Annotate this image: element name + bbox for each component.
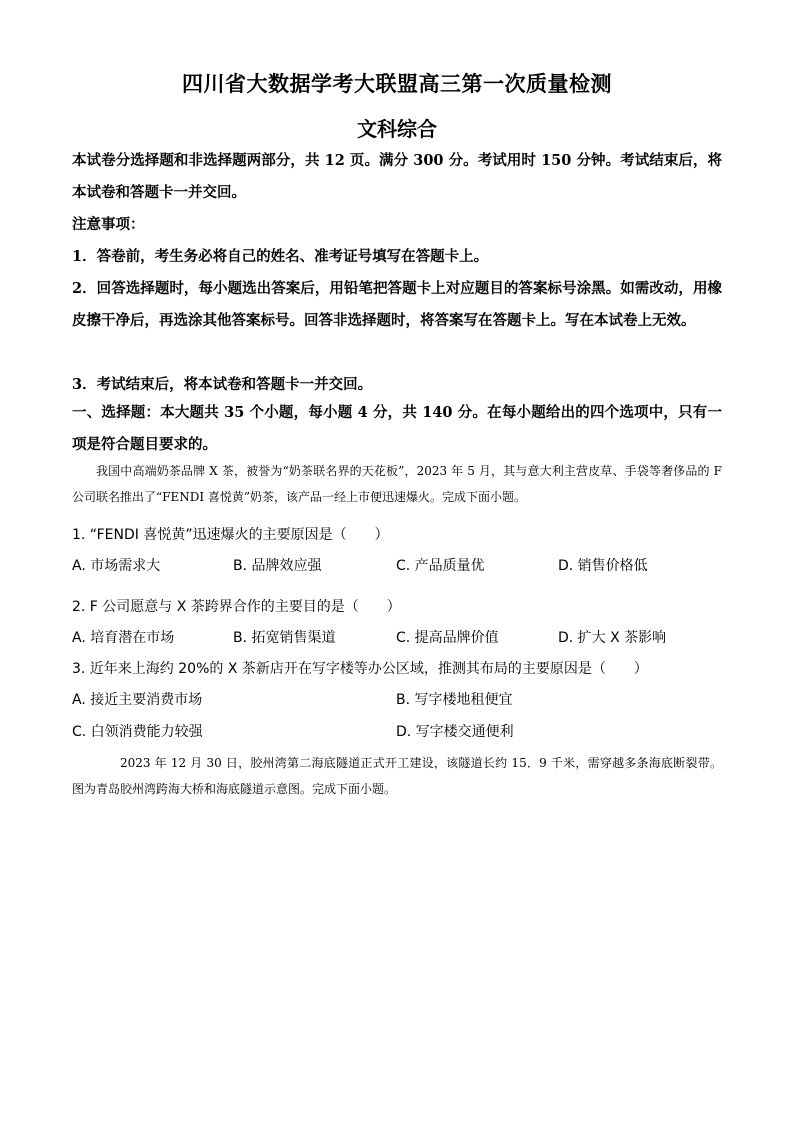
question-2-option-b: B. 拓宽销售渠道	[233, 630, 336, 646]
question-3-stem: 3. 近年来上海约 20%的 X 茶新店开在写字楼等办公区域，推测其布局的主要原因是（ ）	[72, 661, 648, 677]
exam-intro: 本试卷分选择题和非选择题两部分，共 12 页。满分 300 分。考试用时 150 分钟。考试结束后，将本试卷和答题卡一并交回。	[72, 152, 722, 201]
question-2-option-d: D. 扩大 X 茶影响	[558, 630, 667, 646]
notice-heading: 注意事项：	[72, 216, 145, 233]
question-3-option-d: D. 写字楼交通便利	[396, 724, 514, 740]
question-2-option-c: C. 提高品牌价值	[396, 630, 499, 646]
question-2-option-a: A. 培育潜在市场	[72, 630, 175, 646]
section-heading: 一、选择题：本大题共 35 个小题，每小题 4 分，共 140 分。在每小题给出的四个选项中，只有一项是符合题目要求的。	[72, 404, 722, 453]
question-1-option-b: B. 品牌效应强	[233, 558, 322, 574]
question-2-stem: 2. F 公司愿意与 X 茶跨界合作的主要目的是（ ）	[72, 599, 401, 615]
question-3-option-c: C. 白领消费能力较强	[72, 724, 203, 740]
question-3-option-b: B. 写字楼地租便宜	[396, 692, 513, 708]
question-3-option-a: A. 接近主要消费市场	[72, 692, 203, 708]
material-1: 我国中高端奶茶品牌 X 茶，被誉为“奶茶联名界的天花板”，2023 年 5 月，其与意大利主营皮草、手袋等奢侈品的 F 公司联名推出了“FENDI 喜悦黄”奶茶，该产品一经上市便迅速爆火。完成下面小题。	[72, 464, 722, 504]
question-1-option-a: A. 市场需求大	[72, 558, 161, 574]
material-2: 2023 年 12 月 30 日，胶州湾第二海底隧道正式开工建设，该隧道长约 15．9 千米，需穿越多条海底断裂带。图为青岛胶州湾跨海大桥和海底隧道示意图。完成下面小题。	[72, 756, 722, 796]
notice-item-2: 2．回答选择题时，每小题选出答案后，用铅笔把答题卡上对应题目的答案标号涂黑。如需改动，用橡皮擦干净后，再选涂其他答案标号。回答非选择题时，将答案写在答题卡上。写在本试卷上无效。	[72, 280, 722, 329]
exam-title: 四川省大数据学考大联盟高三第一次质量检测	[182, 71, 612, 96]
exam-subtitle: 文科综合	[357, 117, 437, 141]
question-1-option-d: D. 销售价格低	[558, 558, 648, 574]
notice-item-1: 1．答卷前，考生务必将自己的姓名、准考证号填写在答题卡上。	[72, 248, 489, 265]
notice-item-3: 3．考试结束后，将本试卷和答题卡一并交回。	[72, 376, 373, 393]
question-1-stem: 1. “FENDI 喜悦黄”迅速爆火的主要原因是（ ）	[72, 527, 389, 543]
question-1-option-c: C. 产品质量优	[396, 558, 485, 574]
